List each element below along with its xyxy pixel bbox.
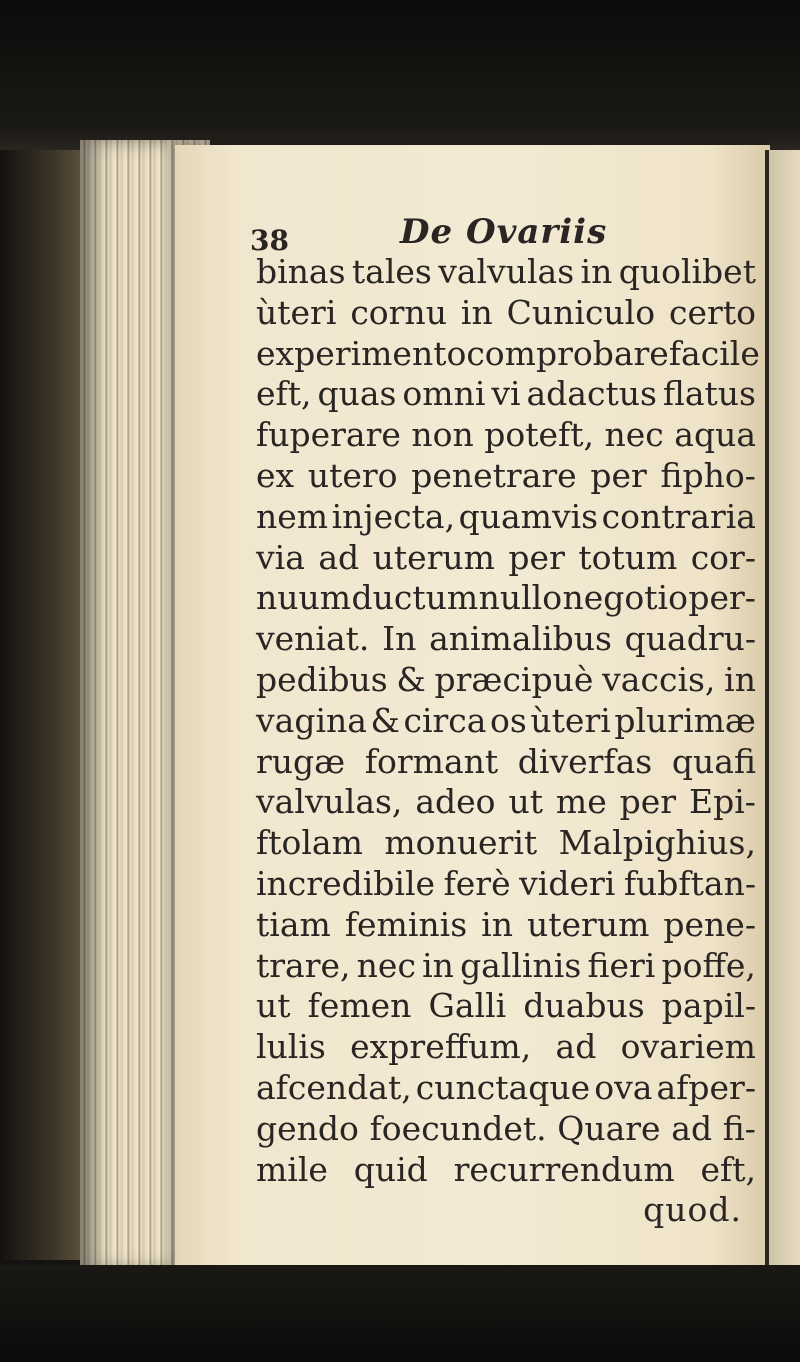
page-number: 38 xyxy=(250,224,289,257)
word: ductum xyxy=(351,578,479,618)
word: tales xyxy=(351,252,432,291)
word: uterum xyxy=(527,904,650,944)
word: via xyxy=(256,537,305,577)
word: injecta, xyxy=(331,496,456,536)
word: quid xyxy=(353,1149,428,1189)
text-line xyxy=(256,946,756,987)
word: papil- xyxy=(661,986,756,1026)
text-line xyxy=(256,823,756,864)
word: vi xyxy=(491,374,521,414)
word: vagina xyxy=(256,700,367,740)
word: quas xyxy=(317,374,397,414)
word: utero xyxy=(307,455,398,495)
word: nem xyxy=(256,496,329,536)
word: quolibet xyxy=(618,252,756,291)
running-title: De Ovariis xyxy=(400,212,608,252)
word: certo xyxy=(669,292,756,332)
word: contraria xyxy=(601,496,756,536)
word: fuperare xyxy=(256,415,401,455)
word: in xyxy=(724,659,756,699)
top-shadow xyxy=(0,0,800,150)
word: nullo xyxy=(478,578,563,618)
text-line xyxy=(256,374,756,415)
text-line xyxy=(256,619,756,660)
catchword-line xyxy=(256,1190,756,1231)
word: per xyxy=(619,782,677,822)
word: penetrare xyxy=(411,455,577,495)
word: per xyxy=(590,455,647,495)
text-line xyxy=(256,578,756,619)
word: uterum xyxy=(372,537,495,577)
word: eft, xyxy=(700,1149,756,1189)
word: gallinis xyxy=(460,945,582,985)
word: omni xyxy=(402,374,486,414)
word: adactus xyxy=(526,374,657,414)
word: ad xyxy=(318,537,360,577)
word: adeo xyxy=(415,782,496,822)
word: formant xyxy=(364,741,499,781)
word: nec xyxy=(356,945,416,985)
word: fieri xyxy=(587,945,656,985)
word: monuerit xyxy=(384,823,538,863)
word: in xyxy=(422,945,454,985)
word: præcipuè xyxy=(434,659,594,699)
word: plurimæ xyxy=(614,700,756,740)
word: pene- xyxy=(663,904,756,944)
word: mile xyxy=(256,1149,328,1189)
word: poteft, xyxy=(484,415,594,455)
word: cor- xyxy=(690,537,756,577)
text-line xyxy=(256,742,756,783)
text-line xyxy=(256,456,756,497)
word: eft, xyxy=(256,374,312,414)
facing-page-edge xyxy=(769,150,800,1265)
word: foecundet. xyxy=(369,1108,547,1148)
word: facile xyxy=(668,333,760,373)
word: negotio xyxy=(562,578,688,618)
word: fi- xyxy=(722,1108,756,1148)
word: pedibus xyxy=(256,659,388,699)
word: recurrendum xyxy=(453,1149,675,1189)
word: trare, xyxy=(256,945,351,985)
word: poffe, xyxy=(661,945,756,985)
word: cunctaque xyxy=(415,1067,591,1107)
catchword: quod. xyxy=(643,1190,742,1230)
word: ad xyxy=(671,1108,713,1148)
word: aqua xyxy=(674,415,756,455)
word: quamvis xyxy=(458,496,599,536)
word: ùteri xyxy=(530,700,611,740)
word: ftolam xyxy=(256,823,363,863)
word: in xyxy=(481,904,513,944)
text-line xyxy=(256,1109,756,1150)
word: os xyxy=(490,700,527,740)
word: ut xyxy=(508,782,543,822)
word: Epi- xyxy=(689,782,756,822)
text-line xyxy=(256,1068,756,1109)
word: circa xyxy=(403,700,487,740)
word: binas xyxy=(256,252,346,291)
word: experimento xyxy=(256,333,467,373)
word: rugæ xyxy=(256,741,346,781)
word: afcendat, xyxy=(256,1067,412,1107)
word: in xyxy=(580,252,613,291)
word: nec xyxy=(604,415,664,455)
text-line xyxy=(256,1150,756,1191)
body-text xyxy=(256,252,760,1231)
word: femen xyxy=(307,986,412,1026)
word: lulis xyxy=(256,1027,326,1067)
word: tiam xyxy=(256,904,331,944)
word: per- xyxy=(688,578,756,618)
word: fipho- xyxy=(660,455,756,495)
text-line xyxy=(256,497,756,538)
word: Cuniculo xyxy=(506,292,656,332)
text-line xyxy=(256,986,756,1027)
word: feminis xyxy=(344,904,468,944)
text-line xyxy=(256,864,756,905)
word: ovariem xyxy=(620,1027,756,1067)
word: gendo xyxy=(256,1108,359,1148)
word: duabus xyxy=(523,986,645,1026)
text-line xyxy=(256,782,756,823)
text-line xyxy=(256,1027,756,1068)
word: cornu xyxy=(350,292,447,332)
word: comprobare xyxy=(466,333,669,373)
word: animalibus xyxy=(429,619,612,659)
word: diverfas xyxy=(517,741,653,781)
word: ex xyxy=(256,455,295,495)
word: totum xyxy=(578,537,678,577)
text-line xyxy=(256,701,756,742)
word: ova xyxy=(594,1067,653,1107)
word: valvulas, xyxy=(256,782,403,822)
word: ut xyxy=(256,986,291,1026)
bottom-shadow xyxy=(0,1265,800,1362)
word: Quare xyxy=(557,1108,661,1148)
word: ferè xyxy=(443,863,511,903)
word: & xyxy=(396,659,426,699)
word: nuum xyxy=(256,578,352,618)
word: quafi xyxy=(671,741,756,781)
text-line xyxy=(256,660,756,701)
text-line xyxy=(256,415,756,456)
word: valvulas xyxy=(438,252,575,291)
word: & xyxy=(370,700,400,740)
word: ùteri xyxy=(256,292,337,332)
word: afper- xyxy=(656,1067,756,1107)
text-line xyxy=(256,252,756,293)
text-line xyxy=(256,905,756,946)
word: in xyxy=(460,292,493,332)
text-line xyxy=(256,293,756,334)
word: In xyxy=(382,619,417,659)
text-line xyxy=(256,538,756,579)
word: Malpighius, xyxy=(558,823,756,863)
word: videri xyxy=(519,863,616,903)
word: flatus xyxy=(662,374,756,414)
word: incredibile xyxy=(256,863,436,903)
word: per xyxy=(508,537,565,577)
word: vaccis, xyxy=(602,659,716,699)
text-line xyxy=(256,333,760,375)
word: Galli xyxy=(428,986,507,1026)
word: veniat. xyxy=(256,619,370,659)
word: fubftan- xyxy=(623,863,756,903)
word: ad xyxy=(555,1027,597,1067)
word: expreffum, xyxy=(350,1027,532,1067)
word: me xyxy=(555,782,607,822)
word: quadru- xyxy=(624,619,756,659)
word: non xyxy=(411,415,474,455)
